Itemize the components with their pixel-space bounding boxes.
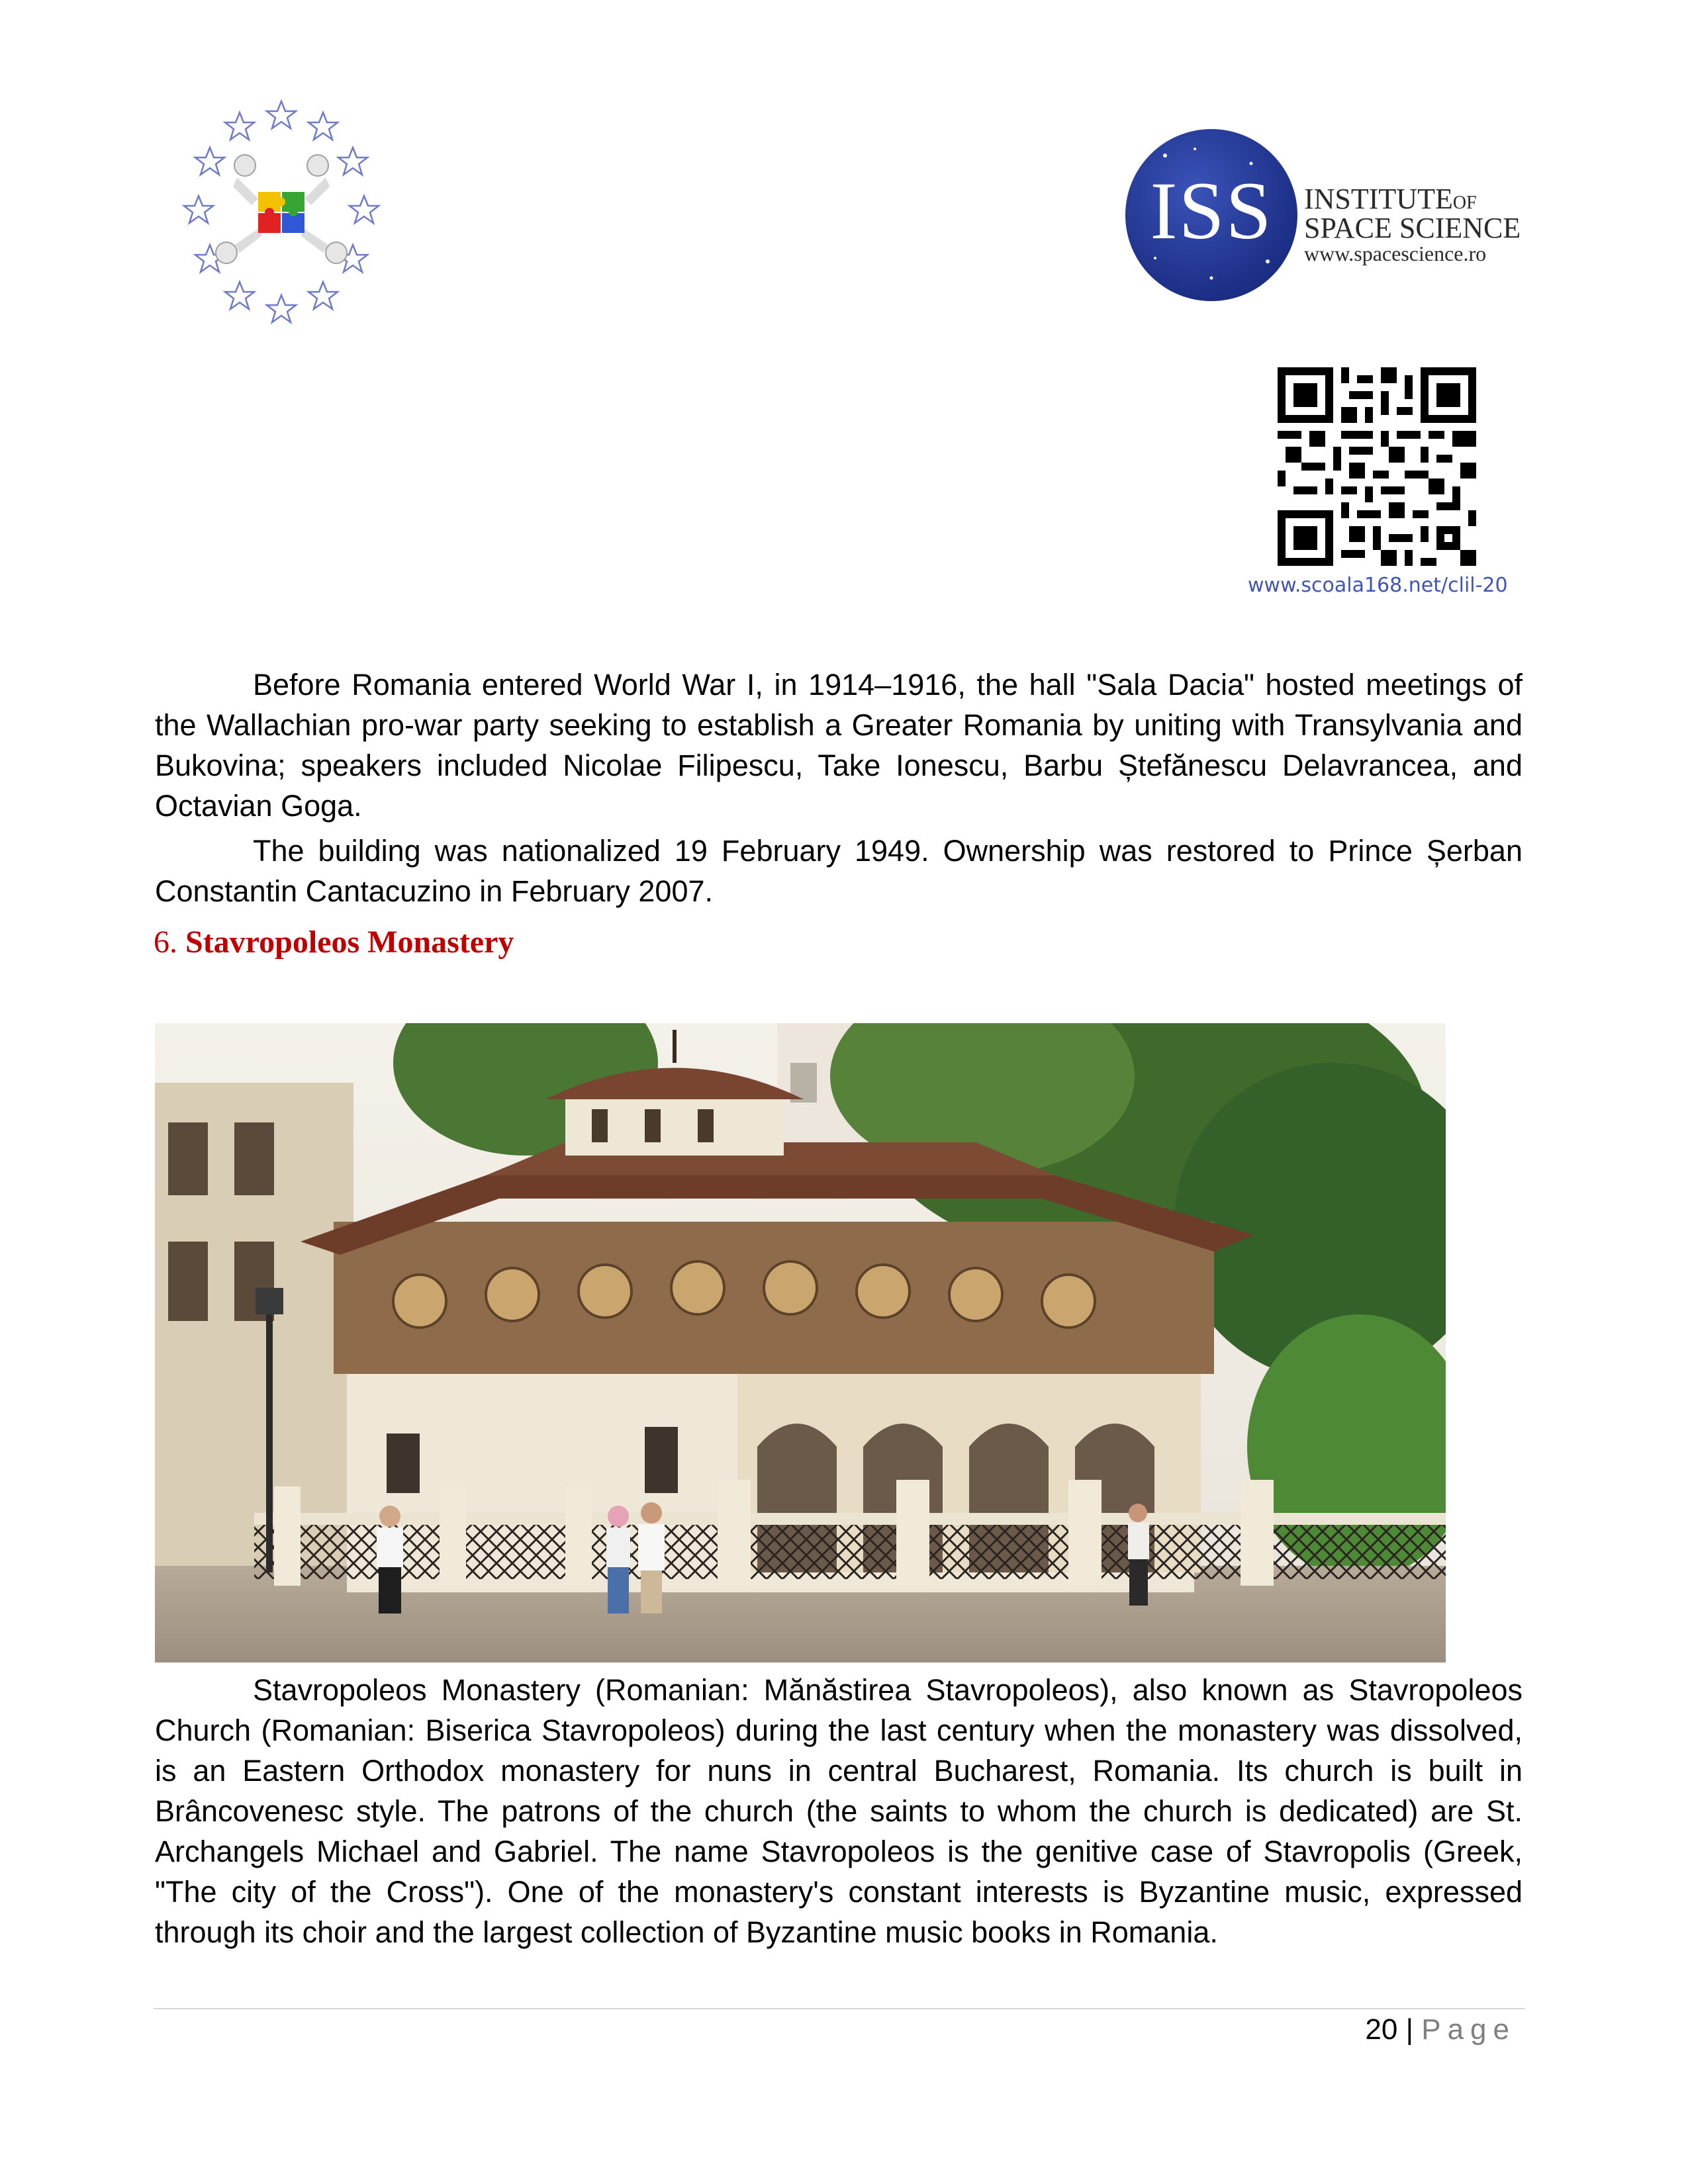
section-title: Stavropoleos Monastery <box>185 925 514 960</box>
page-footer <box>1365 2013 1516 2046</box>
paragraph-stavropoleos: Stavropoleos Monastery (Romanian: Mănăstirea Stavropoleos), also known as Stavropoleos Church (Romanian: Biserica Stavropoleos) during the last century when the monastery was dissolved, is an Eastern Orthodox monastery for nuns in central Bucharest, Romania. Its church is built in Brâncovenesc style. The patrons of the church (the saints to whom the church is dedicated) are St. Archangels Michael and Gabriel. The name Stavropoleos is the genitive case of Stavropolis (Greek, "The city of the Cross"). One of the monastery's constant interests is Byzantine music, expressed through its choir and the largest collection of Byzantine music books in Romania. <box>155 1673 1523 1949</box>
iss-website[interactable]: www.spacescience.ro <box>1304 242 1487 265</box>
qr-url-link[interactable]: www.scoala168.net/clil-20 <box>1248 574 1508 597</box>
iss-logo <box>1125 129 1536 301</box>
qr-code-icon <box>1278 367 1476 566</box>
iss-name-line2: SPACE SCIENCE <box>1304 212 1521 244</box>
paragraph-sala-dacia: Before Romania entered World War I, in 1914–1916, the hall "Sala Dacia" hosted meetings of the Wallachian pro-war party seeking to establish a Greater Romania by uniting with Transylvania and Bukovina; speakers included Nicolae Filipescu, Take Ionescu, Barbu Ștefănescu Delavrancea, and Octavian Goga. <box>155 668 1523 823</box>
footer-divider <box>154 2008 1525 2009</box>
iss-emblem-text: ISS <box>1150 165 1273 256</box>
section-number: 6. <box>154 925 177 960</box>
star-ring <box>184 101 379 322</box>
project-logo <box>165 99 397 331</box>
figures-icon <box>216 155 347 263</box>
qr-code[interactable] <box>1278 367 1476 566</box>
page-number: 20 <box>1365 2013 1398 2046</box>
iss-institute-word: INSTITUTE <box>1304 183 1453 215</box>
iss-of-word: OF <box>1452 193 1477 213</box>
page-separator: | <box>1405 2013 1413 2046</box>
section-heading <box>154 924 514 960</box>
project-logo-graphic <box>165 99 397 331</box>
stavropoleos-church-photo <box>155 1023 1446 1662</box>
page-word: Page <box>1421 2013 1516 2046</box>
paragraph-nationalization: The building was nationalized 19 February 1949. Ownership was restored to Prince Șerban Constantin Cantacuzino in February 2007. <box>155 834 1523 908</box>
iss-emblem <box>1125 129 1297 301</box>
puzzle-icon <box>258 192 305 233</box>
church-photo-illustration <box>155 1023 1446 1662</box>
